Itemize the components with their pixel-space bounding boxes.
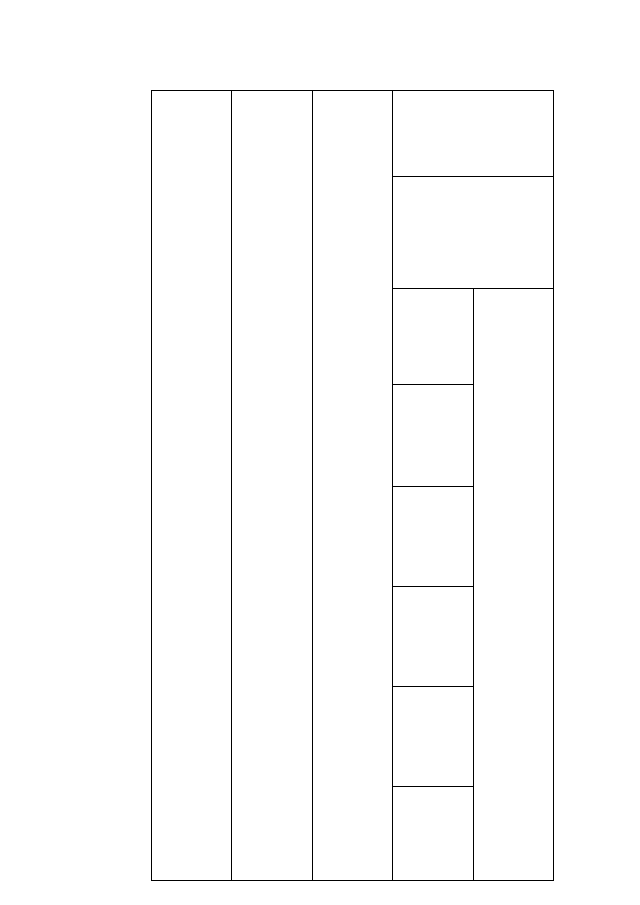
total-header [393, 177, 554, 289]
section-row [232, 91, 312, 881]
density-header [393, 289, 473, 385]
section-heading [152, 91, 232, 881]
section-row [152, 91, 232, 881]
density-header [393, 687, 473, 787]
by-stocking-header [473, 289, 553, 881]
page-number [587, 821, 607, 851]
section-row [312, 91, 392, 881]
indicators-header [393, 91, 554, 177]
density-header [393, 385, 473, 487]
section-heading [232, 91, 312, 881]
rotated-table-container [151, 90, 554, 880]
header-row-1 [473, 91, 553, 881]
density-header [393, 587, 473, 687]
density-header [393, 787, 473, 881]
section-heading [312, 91, 392, 881]
allowable-cut-table [151, 90, 554, 881]
density-header [393, 487, 473, 587]
